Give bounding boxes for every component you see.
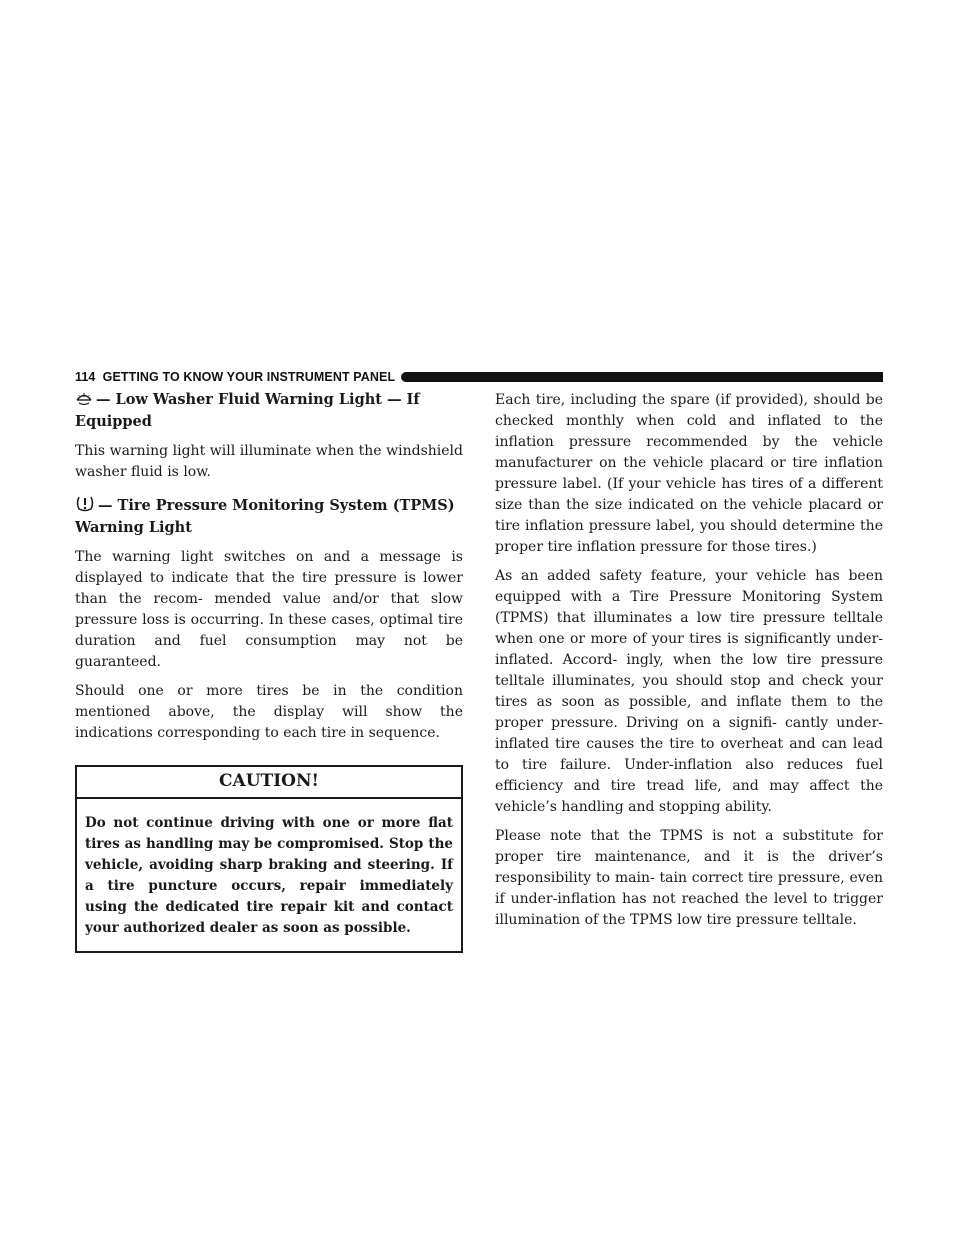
left-column (75, 390, 463, 953)
page-header (75, 369, 883, 385)
caution-box (75, 765, 463, 953)
page-header-text (75, 370, 395, 384)
tpms-note-paragraph: Please note that the TPMS is not a substitute for proper tire maintenance, and it is the driver’s responsibility to main- tain correct tire pressure, even if under-inflation has not reached the level to trigger illumination of the TPMS low tire pressure telltale. (495, 828, 883, 928)
tpms-text-1: The warning light switches on and a message is displayed to indicate that the tire pressure is lower than the recom- mended value and/or that slow pressure loss is occurring. In these cases, optimal tire duration and fuel consumption may not be guaranteed. (75, 549, 463, 670)
tire-pressure-icon (75, 495, 95, 518)
washer-text: This warning light will illuminate when the windshield washer fluid is low. (75, 443, 463, 480)
inflation-paragraph: Each tire, including the spare (if provided), should be checked monthly when cold and inflated to the inflation pressure recommended by the vehicle manufacturer on the vehicle placard or tire inflation pressure label. (If your vehicle has tires of a different size than the size indicated on the vehicle placard or tire inflation pressure label, you should determine the proper tire inflation pressure for those tires.) (495, 392, 883, 555)
right-column (495, 390, 883, 931)
tpms-heading (75, 495, 463, 538)
tpms-feature-paragraph: As an added safety feature, your vehicle has been equipped with a Tire Pressure Monitoring System (TPMS) that illuminates a low tire pressure telltale when one or more of your tires is significantly under-inflated. Accord- ingly, when the low tire pressure telltale illuminates, you should stop and check your tires as soon as possible, and inflate them to the proper pressure. Driving on a signifi- cantly under-inflated tire causes the tire to overheat and can lead to tire failure. Under-inflation also reduces fuel efficiency and tire tread life, and may affect the vehicle’s handling and stopping ability. (495, 568, 883, 815)
tpms-heading-text: — Tire Pressure Monitoring System (TPMS) Warning Light (75, 497, 455, 536)
section-title: GETTING TO KNOW YOUR INSTRUMENT PANEL (102, 370, 396, 384)
washer-heading (75, 390, 463, 432)
tpms-text-2: Should one or more tires be in the condition mentioned above, the display will show the indications corresponding to each tire in sequence. (75, 683, 463, 741)
page-number: 114 (75, 370, 96, 384)
header-rule (401, 372, 883, 382)
washer-fluid-icon (75, 390, 93, 412)
caution-body: Do not continue driving with one or more flat tires as handling may be compromised. Stop the vehicle, avoiding sharp braking and steering. If a tire puncture occurs, repair immediately using the dedicated tire repair kit and contact your authorized dealer as soon as possible. (85, 815, 453, 936)
washer-heading-text: — Low Washer Fluid Warning Light — If Equipped (75, 391, 420, 430)
caution-title: CAUTION! (77, 767, 461, 799)
